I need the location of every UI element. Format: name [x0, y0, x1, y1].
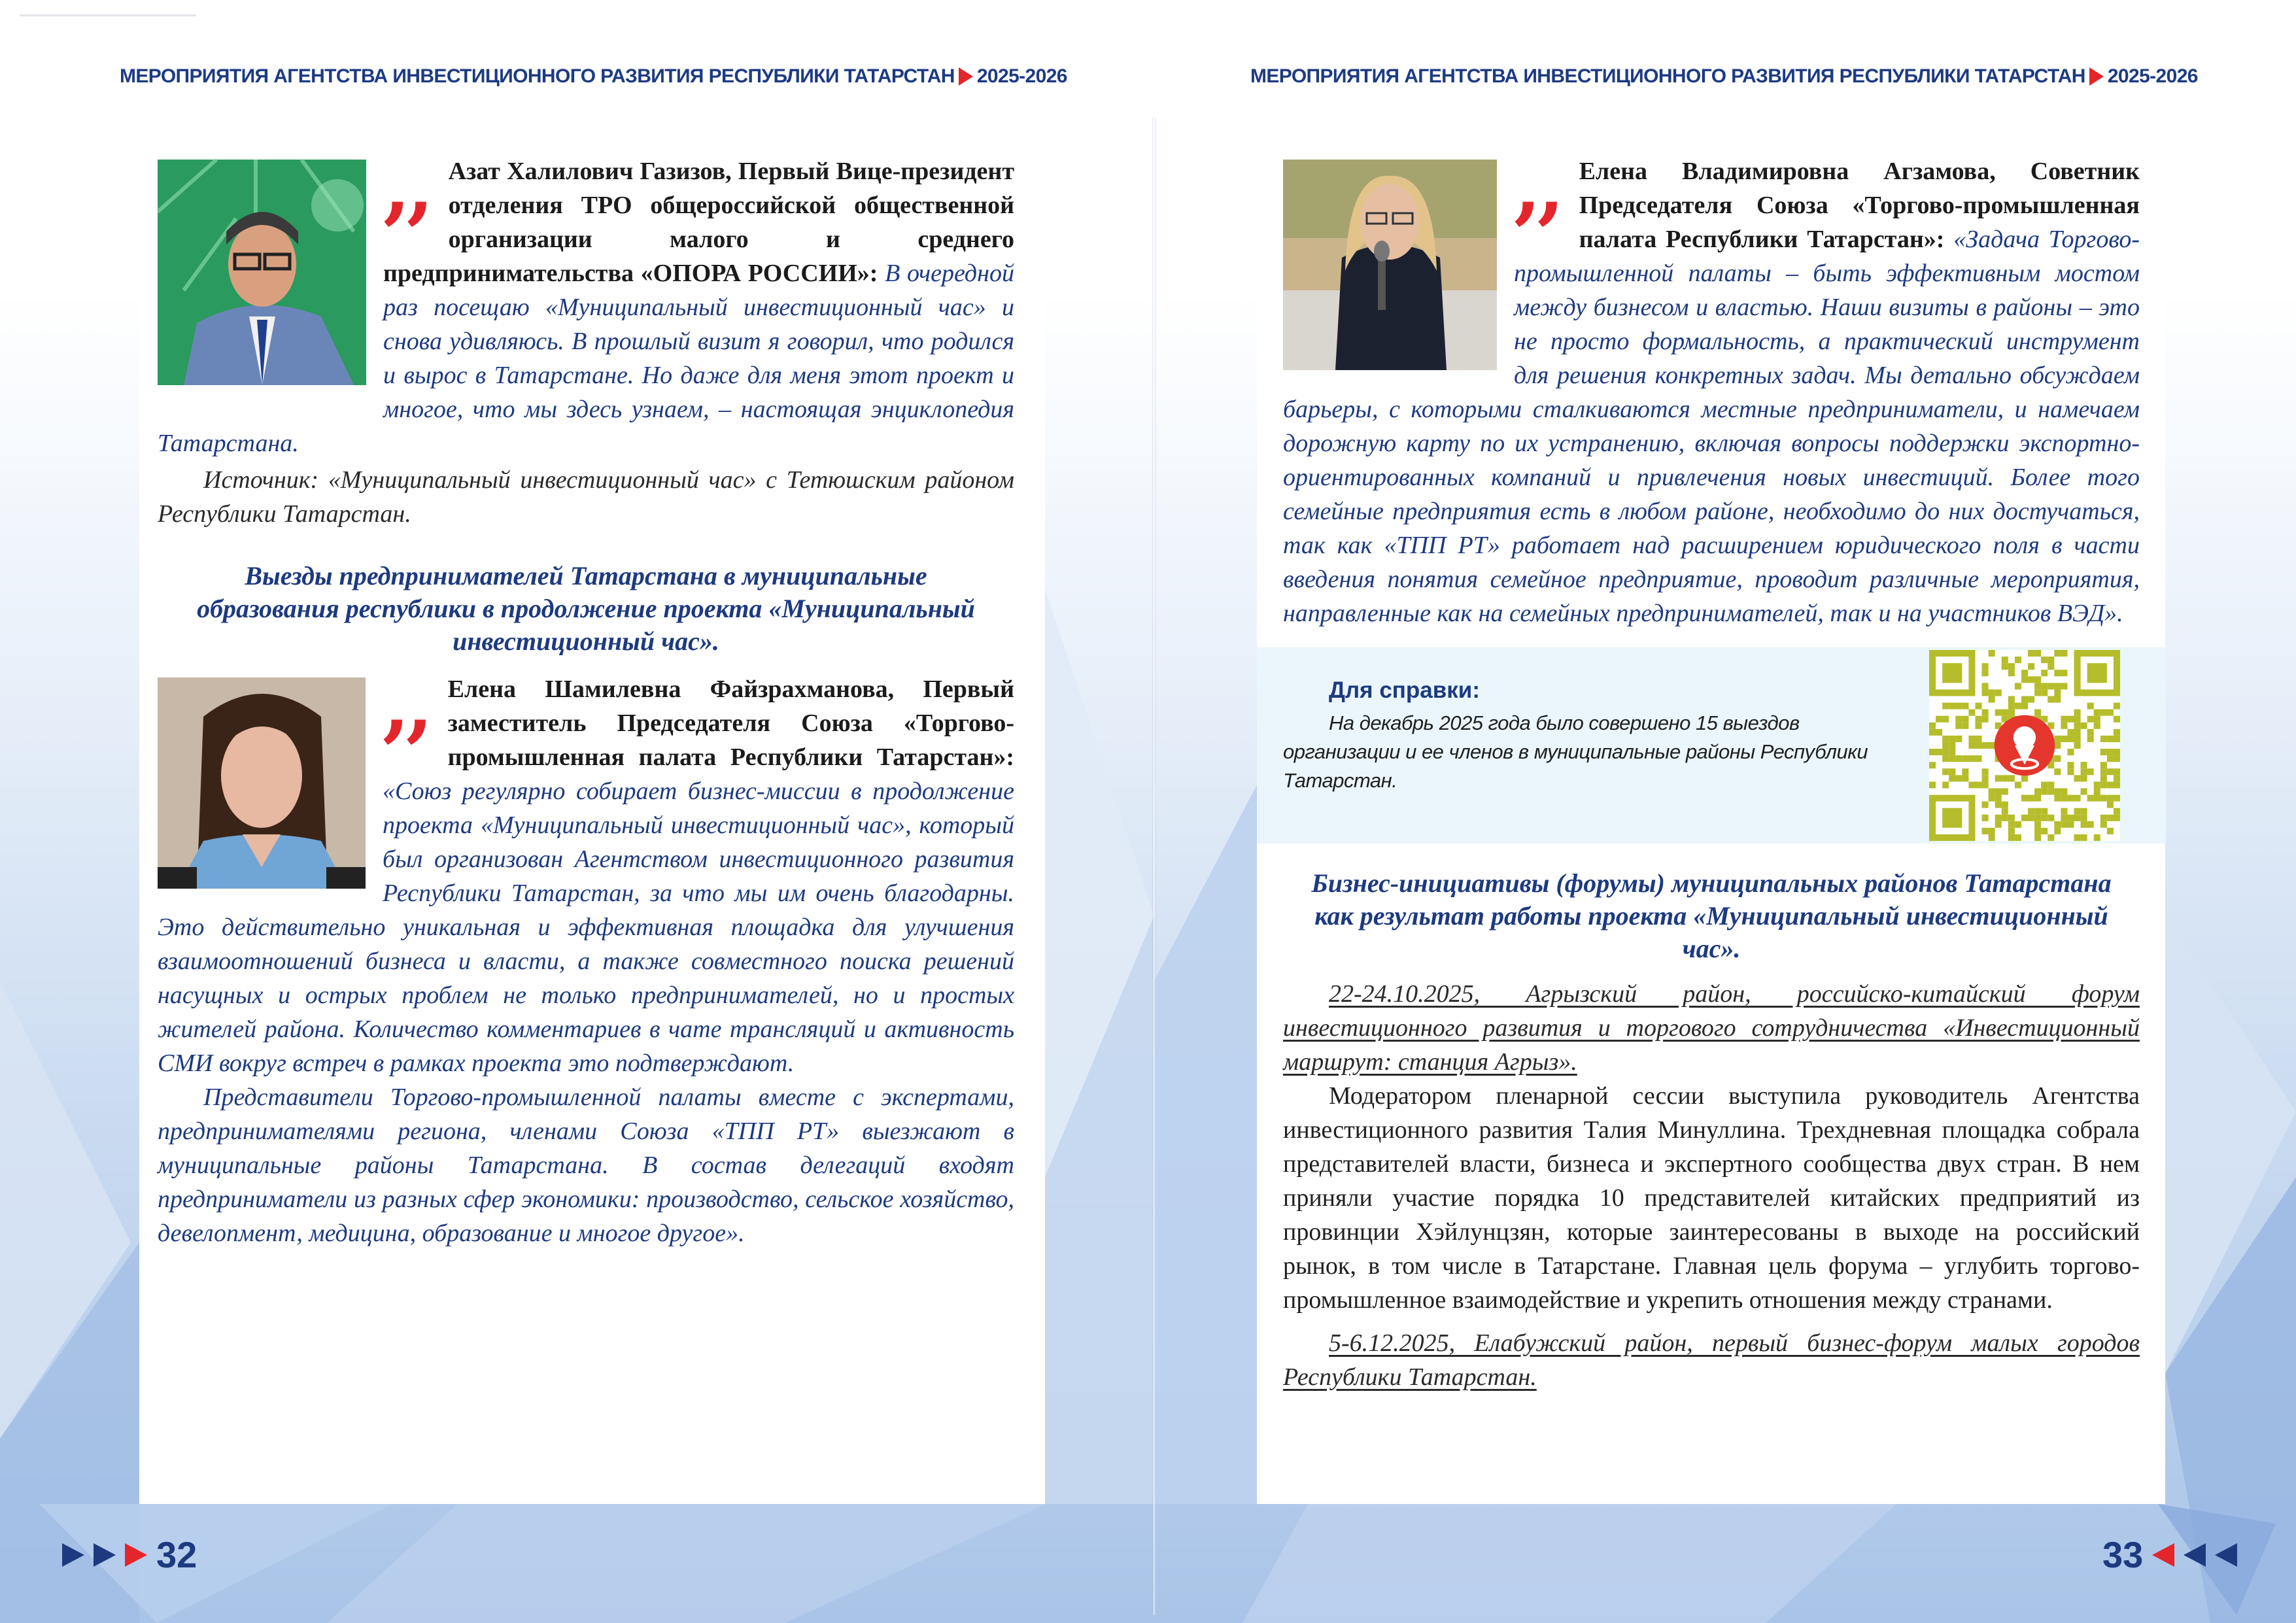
qr-module: [2100, 821, 2107, 828]
quote-text-fayzrakhmanova-2: Представители Торгово-промышленной палаты вместе с экспертами, предпринимателями региона, членами Союза «ТПП РТ» выезжают в муниципальные районы Татарстана. В состав делегаций входят предприниматели из разных сфер экономики: производство, сельское хозяйство, девелопмент, медицина, образование и многое другое».: [158, 1084, 1014, 1247]
qr-module: [2061, 795, 2067, 802]
qr-module: [2114, 815, 2120, 821]
qr-module: [2061, 821, 2067, 828]
qr-module: [1982, 742, 1989, 749]
qr-module: [2094, 788, 2100, 794]
qr-module: [2061, 716, 2067, 723]
event-elabuga: [1283, 1326, 2140, 1394]
qr-module: [2081, 762, 2087, 768]
qr-module: [2061, 670, 2067, 676]
qr-module: [2002, 663, 2008, 670]
arrow-right-red-icon: [125, 1543, 147, 1567]
qr-module: [2067, 815, 2074, 821]
qr-module: [2041, 781, 2048, 788]
qr-module: [1995, 821, 2002, 828]
qr-module: [2034, 815, 2041, 821]
qr-module: [2094, 716, 2100, 723]
qr-module: [2074, 808, 2081, 815]
qr-module: [1929, 729, 1936, 736]
arrow-left-red-icon: [2152, 1543, 2174, 1567]
qr-module: [2002, 709, 2008, 716]
qr-module: [2002, 802, 2008, 808]
qr-module: [2002, 815, 2008, 821]
qr-module: [2054, 736, 2061, 742]
qr-module: [1949, 736, 1955, 742]
qr-module: [1955, 736, 1962, 742]
qr-module: [1995, 802, 2002, 808]
qr-module: [2021, 676, 2028, 683]
qr-module: [1929, 723, 1936, 729]
qr-module: [1995, 689, 2002, 696]
qr-module: [2015, 821, 2021, 828]
qr-module: [2008, 670, 2015, 676]
qr-module: [2087, 729, 2094, 736]
qr-module: [2100, 709, 2107, 716]
qr-module: [2061, 815, 2067, 821]
page-number-33: 33: [2102, 1534, 2144, 1575]
qr-module: [2114, 703, 2120, 709]
qr-module: [2054, 768, 2061, 775]
qr-module: [1949, 755, 1955, 762]
qr-module: [1968, 781, 1975, 788]
qr-module: [2087, 768, 2094, 775]
qr-module: [2067, 762, 2074, 768]
left-page-column: [158, 141, 1014, 1250]
qr-module: [1942, 768, 1949, 775]
event-elabuga-heading: 5-6.12.2025, Елабужский район, первый бизнес-форум малых городов Республики Татарстан.: [1283, 1329, 2140, 1391]
qr-module: [1968, 709, 1975, 716]
qr-module: [1955, 716, 1962, 723]
qr-module: [2087, 703, 2094, 709]
qr-module: [2074, 716, 2081, 723]
qr-module: [2087, 795, 2094, 802]
qr-module: [1942, 781, 1949, 788]
qr-module: [2061, 736, 2067, 742]
qr-module: [2002, 808, 2008, 815]
qr-module: [1955, 775, 1962, 781]
arrow-left-icon: [2215, 1543, 2237, 1567]
qr-module: [1982, 716, 1989, 723]
qr-module: [2054, 689, 2061, 696]
qr-module: [2015, 683, 2021, 689]
qr-module: [2114, 729, 2120, 736]
arrow-right-icon: [62, 1543, 84, 1567]
qr-module: [2100, 768, 2107, 775]
section-title-forums: Бизнес-инициативы (форумы) муниципальных районов Татарстана как результат работы проекта «Муниципальный инвестиционный час».: [1311, 868, 2112, 963]
qr-module: [2028, 650, 2034, 657]
qr-module: [1989, 650, 1995, 657]
qr-module: [2034, 821, 2041, 828]
qr-module: [1975, 742, 1981, 749]
page-number-left: [62, 1533, 197, 1576]
qr-module: [2054, 696, 2061, 702]
qr-code-location-pin-icon[interactable]: [1929, 650, 2120, 841]
qr-module: [2048, 657, 2054, 663]
qr-module: [2008, 696, 2015, 702]
qr-module: [1962, 775, 1968, 781]
qr-module: [1968, 755, 1975, 762]
qr-module: [2002, 788, 2008, 794]
qr-module: [2100, 815, 2107, 821]
qr-module: [1936, 729, 1942, 736]
qr-module: [2087, 716, 2094, 723]
qr-module: [1989, 696, 1995, 702]
qr-module: [2034, 650, 2041, 657]
qr-module: [2015, 834, 2021, 841]
qr-module: [2100, 762, 2107, 768]
qr-module: [2008, 828, 2015, 834]
qr-module: [2028, 815, 2034, 821]
triangle-marker-icon: [959, 67, 973, 86]
portrait-woman-icon: [158, 677, 366, 889]
qr-module: [1949, 742, 1955, 749]
qr-module: [2048, 815, 2054, 821]
qr-module: [2114, 716, 2120, 723]
qr-module: [1989, 788, 1995, 794]
quote-text-agzamova: «Задача Торгово-промышленной палаты – быть эффективным мостом между бизнесом и властью. Наши визиты в районы – это не просто формальность, а практический инструмент для решения конкретных задач. Мы детально обсуждаем барьеры, с которыми сталкиваются местные предприниматели, и намечаем дорожную карту по их устранению, включая вопросы поддержки экспортно-ориентированных компаний и привлечения новых инвестиций. Более того семейные предприятия есть в любом районе, необходимо до них достучаться, так как «ТПП РТ» работает над расширением юридического поля в части введения понятия семейное предприятие, проводит различные мероприятия, направленные как на семейных предпринимателей, так и на участников ВЭД».: [1283, 226, 2140, 627]
qr-module: [2048, 683, 2054, 689]
qr-module: [2021, 815, 2028, 821]
running-head-title: МЕРОПРИЯТИЯ АГЕНТСТВА ИНВЕСТИЦИОННОГО РАЗВИТИЯ РЕСПУБЛИКИ ТАТАРСТАН: [120, 65, 955, 87]
qr-module: [2061, 723, 2067, 729]
qr-module: [2048, 696, 2054, 702]
qr-module: [2054, 742, 2061, 749]
qr-module: [1929, 781, 1936, 788]
qr-module: [2061, 683, 2067, 689]
qr-module: [2114, 749, 2120, 755]
qr-module: [2107, 802, 2114, 808]
qr-module: [2074, 815, 2081, 821]
qr-module: [2015, 781, 2021, 788]
qr-module: [2041, 788, 2048, 794]
qr-module: [2074, 742, 2081, 749]
qr-module: [1975, 781, 1981, 788]
qr-module: [2114, 755, 2120, 762]
qr-module: [2048, 663, 2054, 670]
qr-module: [1989, 828, 1995, 834]
qr-module: [2067, 736, 2074, 742]
qr-module: [1962, 755, 1968, 762]
qr-module: [1975, 736, 1981, 742]
qr-module: [1982, 815, 1989, 821]
qr-module: [1942, 716, 1949, 723]
qr-module: [2107, 815, 2114, 821]
qr-module: [1949, 768, 1955, 775]
qr-module: [2094, 834, 2100, 841]
qr-module: [2107, 828, 2114, 834]
qr-module: [2021, 775, 2028, 781]
qr-module: [2100, 749, 2107, 755]
section-title-visits: Выезды предпринимателей Татарстана в муниципальные образования республики в продолжение проекта «Муниципальный инвестиционный час».: [197, 561, 975, 656]
qr-module: [2067, 795, 2074, 802]
qr-module: [2054, 650, 2061, 657]
qr-module: [1955, 703, 1962, 709]
qr-module: [2054, 683, 2061, 689]
qr-module: [1949, 749, 1955, 755]
qr-module: [2034, 834, 2041, 841]
qr-module: [2008, 703, 2015, 709]
qr-module: [2041, 657, 2048, 663]
quote-mark-icon: ,,: [383, 658, 430, 751]
qr-module: [2041, 808, 2048, 815]
qr-module: [2074, 736, 2081, 742]
qr-module: [2034, 683, 2041, 689]
qr-module: [2074, 775, 2081, 781]
speaker-fayzrakhmanova: Елена Шамилевна Файзрахманова, Первый заместитель Председателя Союза «Торгово-промышленная палата Республики Татарстан»:: [447, 675, 1014, 771]
qr-module: [2054, 755, 2061, 762]
page-number-32: 32: [156, 1534, 197, 1575]
qr-module: [2041, 670, 2048, 676]
qr-module: [1982, 802, 1989, 808]
qr-module: [1982, 663, 1989, 670]
right-page-column: [1283, 141, 2140, 1394]
qr-module: [1955, 723, 1962, 729]
qr-module: [2081, 821, 2087, 828]
qr-module: [2087, 821, 2094, 828]
qr-module: [1995, 709, 2002, 716]
background-facet: [327, 1504, 1046, 1623]
qr-module: [1975, 723, 1981, 729]
qr-module: [2054, 828, 2061, 834]
qr-module: [2021, 696, 2028, 702]
qr-module: [2048, 788, 2054, 794]
qr-module: [1982, 689, 1989, 696]
qr-module: [2034, 808, 2041, 815]
qr-module: [1989, 742, 1995, 749]
qr-module: [2048, 781, 2054, 788]
info-box-text: На декабрь 2025 года было совершено 15 выездов организации и ее членов в муниципальные районы Республики Татарстан.: [1283, 711, 1868, 792]
qr-module: [1942, 749, 1949, 755]
qr-module: [2021, 703, 2028, 709]
qr-module: [1989, 689, 1995, 696]
background-facet: [1242, 1504, 1896, 1623]
qr-module: [2067, 768, 2074, 775]
qr-module: [2114, 736, 2120, 742]
qr-module: [1942, 736, 1949, 742]
qr-module: [1995, 795, 2002, 802]
book-spine: [1152, 118, 1156, 1615]
qr-module: [2107, 768, 2114, 775]
qr-module: [2100, 736, 2107, 742]
quote-text-fayzrakhmanova: «Союз регулярно собирает бизнес-миссии в продолжение проекта «Муниципальный инвестиционный час», который был организован Агентством инвестиционного развития Республики Татарстан, за что мы им очень благодарны. Это действительно уникальная и эффективная площадка для улучшения взаимоотношений бизнеса и власти, а также совместного поиска решений насущных и острых проблем не только предпринимателей, но и простых жителей района. Количество комментариев в чате трансляций и активность СМИ вокруг встреч в рамках проекта это подтверждают.: [158, 777, 1014, 1077]
qr-module: [2087, 736, 2094, 742]
qr-module: [2021, 795, 2028, 802]
qr-module: [2094, 723, 2100, 729]
qr-module: [2094, 795, 2100, 802]
qr-module: [2107, 781, 2114, 788]
qr-module: [2081, 788, 2087, 794]
speaker-agzamova: Елена Владимировна Агзамова, Советник Председателя Союза «Торгово-промышленная палата Республики Татарстан»:: [1579, 158, 2140, 253]
qr-module: [1975, 716, 1981, 723]
triangle-marker-icon: [2089, 67, 2104, 86]
qr-module: [1929, 749, 1936, 755]
event-agryz: [1283, 977, 2140, 1317]
qr-module: [1962, 703, 1968, 709]
qr-module: [2008, 815, 2015, 821]
qr-module: [2074, 834, 2081, 841]
qr-module: [1929, 762, 1936, 768]
qr-module: [2002, 657, 2008, 663]
qr-module: [2008, 775, 2015, 781]
page-number-right: [2102, 1533, 2237, 1576]
qr-module: [2041, 815, 2048, 821]
qr-module: [2054, 821, 2061, 828]
qr-module: [1962, 716, 1968, 723]
qr-module: [2100, 775, 2107, 781]
qr-module: [2028, 676, 2034, 683]
qr-module: [2041, 828, 2048, 834]
qr-module: [1968, 742, 1975, 749]
qr-module: [2034, 795, 2041, 802]
qr-module: [2074, 723, 2081, 729]
portrait-man-icon: [158, 160, 366, 385]
qr-module: [2114, 768, 2120, 775]
quote-mark-icon: ,,: [383, 141, 430, 233]
qr-module: [2081, 834, 2087, 841]
qr-module: [2015, 657, 2021, 663]
qr-module: [2041, 689, 2048, 696]
event-agryz-text: Модератором пленарной сессии выступила руководитель Агентства инвестиционного развития Талия Минуллина. Трехдневная площадка собрала представителей власти, бизнеса и экспертного сообщества двух стран. В нем приняли участие порядка 10 представителей китайских предприятий из провинции Хэйлунцзян, которые заинтересованы в выходе на российский рынок, в том числе в Татарстане. Главная цель форума – углубить торгово-промышленное взаимодействие и укрепить отношения между странами.: [1283, 1082, 2140, 1314]
qr-module: [2081, 808, 2087, 815]
qr-module: [1982, 828, 1989, 834]
qr-module: [1968, 736, 1975, 742]
qr-module: [1942, 742, 1949, 749]
quote-text-gazizov: В очередной раз посещаю «Муниципальный инвестиционный час» и снова удивляюсь. В прошлый визит я говорил, что родился и вырос в Татарстане. Но даже для меня этот проект и многое, что мы здесь узнаем, – настоящая энциклопедия Татарстана.: [158, 260, 1014, 457]
qr-module: [1955, 755, 1962, 762]
qr-module: [2034, 689, 2041, 696]
qr-module: [2074, 709, 2081, 716]
qr-module: [2107, 755, 2114, 762]
qr-module: [2114, 781, 2120, 788]
qr-module: [1982, 781, 1989, 788]
qr-module: [1949, 703, 1955, 709]
qr-module: [1949, 775, 1955, 781]
qr-module: [1962, 723, 1968, 729]
qr-module: [1982, 768, 1989, 775]
qr-module: [2081, 768, 2087, 775]
qr-module: [2034, 828, 2041, 834]
qr-module: [2021, 670, 2028, 676]
scan-edge-line: [20, 14, 196, 16]
running-head-right: [1250, 60, 2198, 93]
qr-module: [1989, 834, 1995, 841]
info-box-title: Для справки:: [1329, 677, 1480, 703]
qr-module: [2054, 795, 2061, 802]
qr-module: [2054, 670, 2061, 676]
qr-module: [1995, 775, 2002, 781]
quote-mark-icon: ,,: [1514, 141, 1561, 233]
qr-module: [1942, 703, 1949, 709]
qr-module: [2107, 795, 2114, 802]
qr-module: [1982, 670, 1989, 676]
qr-module: [2034, 709, 2041, 716]
qr-module: [2100, 781, 2107, 788]
quote-fayzrakhmanova: [158, 658, 1014, 1080]
qr-module: [1975, 703, 1981, 709]
running-head-title: МЕРОПРИЯТИЯ АГЕНТСТВА ИНВЕСТИЦИОННОГО РАЗВИТИЯ РЕСПУБЛИКИ ТАТАРСТАН: [1250, 65, 2085, 87]
info-box: [1257, 647, 2166, 844]
qr-module: [1982, 683, 1989, 689]
running-head-left: [120, 60, 1067, 93]
qr-module: [2114, 795, 2120, 802]
qr-module: [1942, 755, 1949, 762]
qr-module: [2074, 795, 2081, 802]
qr-module: [2054, 788, 2061, 794]
running-head-years: 2025-2026: [976, 65, 1067, 87]
qr-module: [2114, 775, 2120, 781]
qr-module: [2028, 808, 2034, 815]
qr-module: [1995, 815, 2002, 821]
quote-source: Источник: «Муниципальный инвестиционный час» с Тетюшским районом Республики Татарстан.: [158, 466, 1014, 528]
running-head-years: 2025-2026: [2107, 65, 2198, 87]
qr-module: [1936, 716, 1942, 723]
qr-module: [1975, 755, 1981, 762]
background-facet: [1154, 785, 1257, 1504]
qr-module: [1982, 775, 1989, 781]
qr-module: [1995, 788, 2002, 794]
qr-module: [2008, 663, 2015, 670]
qr-module: [2107, 709, 2114, 716]
qr-module: [2048, 834, 2054, 841]
qr-module: [2061, 650, 2067, 657]
qr-module: [2034, 676, 2041, 683]
qr-module: [1989, 795, 1995, 802]
qr-module: [2028, 795, 2034, 802]
quote-gazizov: [158, 141, 1014, 460]
qr-module: [2100, 795, 2107, 802]
qr-module: [2081, 723, 2087, 729]
qr-module: [2061, 788, 2067, 794]
qr-module: [2015, 703, 2021, 709]
qr-module: [2041, 683, 2048, 689]
qr-module: [1936, 749, 1942, 755]
qr-module: [2002, 775, 2008, 781]
qr-module: [2028, 663, 2034, 670]
qr-module: [2081, 775, 2087, 781]
speaker-gazizov: Азат Халилович Газизов, Первый Вице-президент отделения ТРО общероссийской общественной организации малого и среднего предпринимательства «ОПОРА РОССИИ»:: [383, 158, 1014, 287]
qr-module: [1982, 709, 1989, 716]
arrow-left-icon: [2184, 1543, 2206, 1567]
qr-module: [2107, 736, 2114, 742]
qr-module: [2061, 808, 2067, 815]
arrow-right-icon: [94, 1543, 116, 1567]
qr-module: [2107, 749, 2114, 755]
qr-module: [2008, 821, 2015, 828]
qr-module: [2028, 696, 2034, 702]
qr-module: [2067, 821, 2074, 828]
qr-module: [2094, 709, 2100, 716]
qr-module: [2094, 781, 2100, 788]
event-agryz-heading: 22-24.10.2025, Агрызский район, российско-китайский форум инвестиционного развития и торгового сотрудничества «Инвестиционный маршрут: станция Агрыз».: [1283, 980, 2140, 1076]
qr-module: [2067, 729, 2074, 736]
qr-module: [2067, 749, 2074, 755]
qr-module: [1962, 768, 1968, 775]
portrait-woman-microphone-icon: [1283, 160, 1497, 370]
qr-module: [2074, 729, 2081, 736]
qr-module: [2081, 815, 2087, 821]
qr-module: [2114, 808, 2120, 815]
qr-module: [2008, 709, 2015, 716]
qr-module: [2067, 716, 2074, 723]
qr-module: [2034, 788, 2041, 794]
quote-agzamova: [1283, 141, 2140, 630]
qr-module: [2008, 834, 2015, 841]
